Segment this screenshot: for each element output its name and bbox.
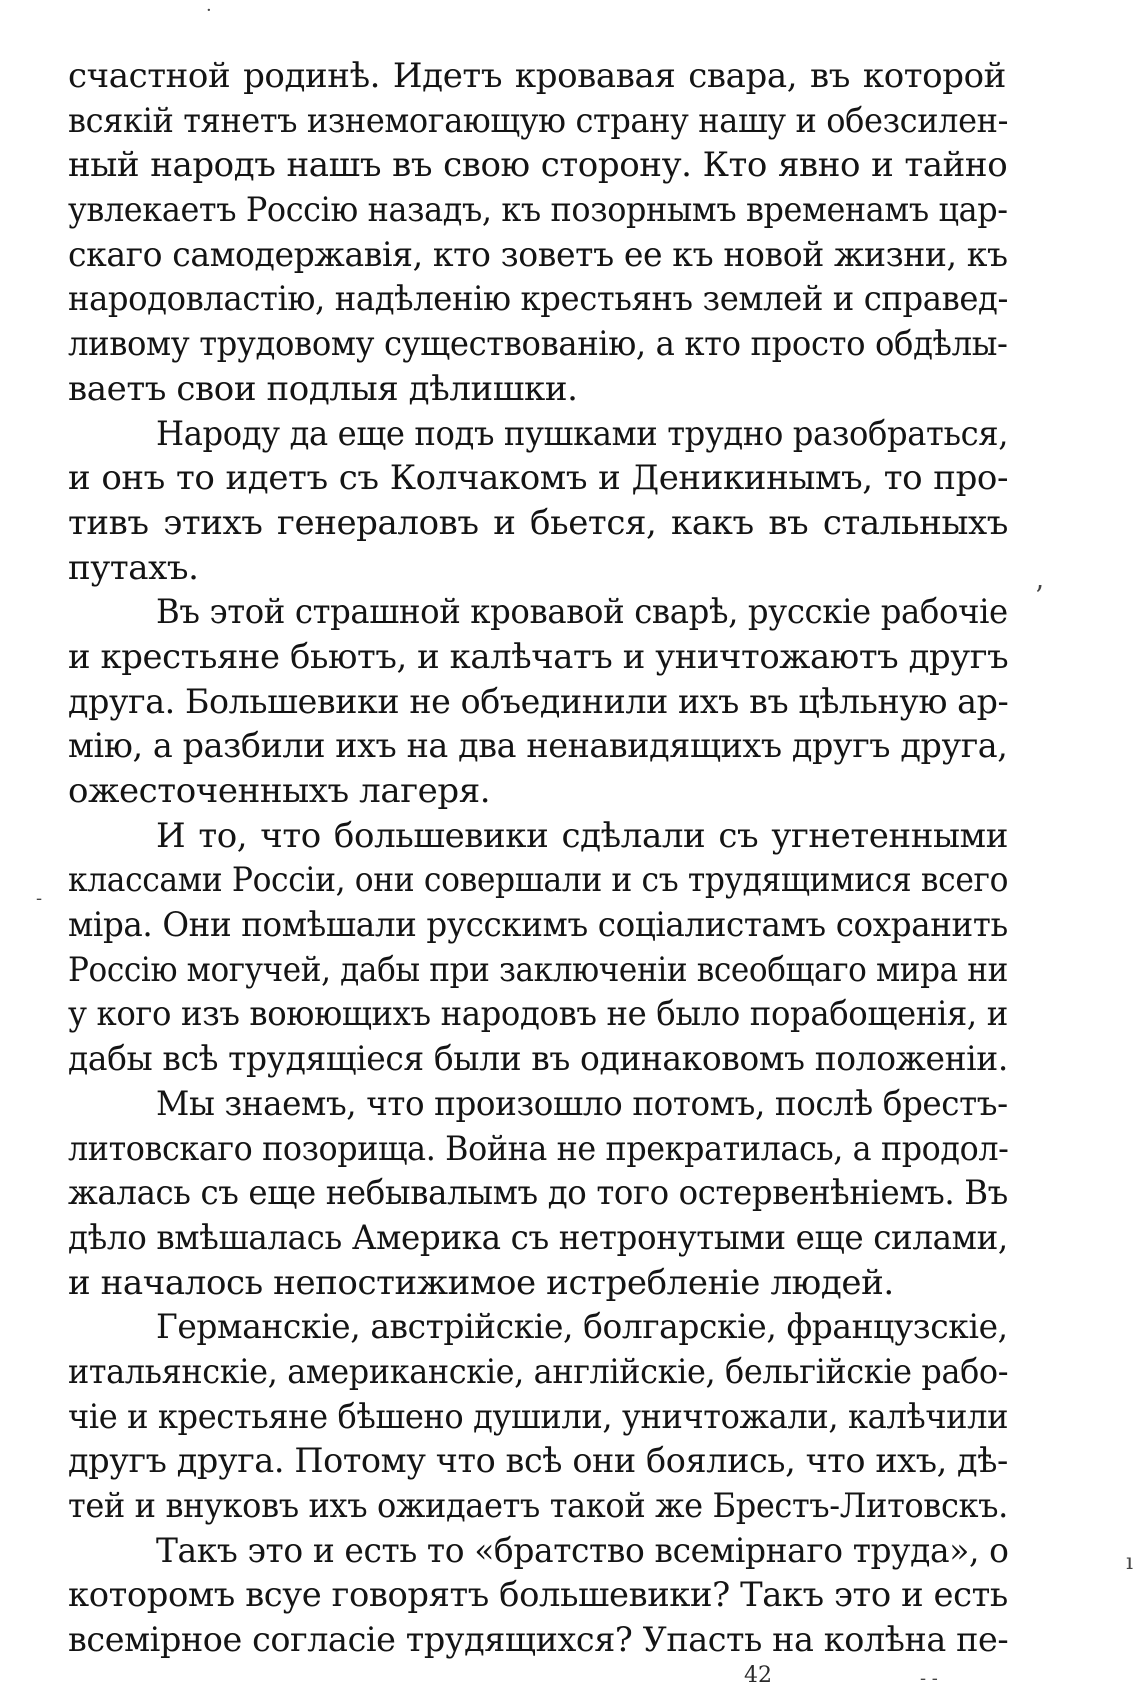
- text-line: ливому трудовому существованію, а кто просто обдѣлы-: [68, 324, 1008, 365]
- print-speck: - -: [920, 1668, 938, 1689]
- text-line: мію, а разбили ихъ на два ненавидящихъ другъ друга,: [68, 726, 1008, 767]
- text-line: другъ друга. Потому что всѣ они боялись, что ихъ, дѣ-: [68, 1441, 1008, 1482]
- paragraph-first-line: Германскіе, австрійскіе, болгарскіе, французскіе,: [156, 1307, 1008, 1348]
- text-line: ожесточенныхъ лагеря.: [68, 771, 491, 811]
- text-line: Россію могучей, дабы при заключеніи всеобщаго мира ни: [68, 949, 1008, 990]
- text-line: итальянскіе, американскіе, англійскіе, бельгійскіе рабо-: [68, 1351, 1009, 1392]
- text-line: всемірное согласіе трудящихся? Упасть на колѣна пе-: [68, 1620, 1009, 1661]
- text-line: скаго самодержавія, кто зоветъ ее къ новой жизни, къ: [68, 234, 1008, 275]
- text-line: и крестьяне бьютъ, и калѣчатъ и уничтожаютъ другъ: [68, 636, 1009, 677]
- paragraph-first-line: Такъ это и есть то «братство всемірнаго труда», о: [156, 1530, 1009, 1571]
- text-line: классами Россіи, они совершали и съ трудящимися всего: [68, 860, 1009, 901]
- paragraph-first-line: И то, что большевики сдѣлали съ угнетенными: [156, 815, 1008, 856]
- text-line: дѣло вмѣшалась Америка съ нетронутыми еще силами,: [68, 1217, 1008, 1258]
- text-line: счастной родинѣ. Идетъ кровавая свара, въ которой: [68, 56, 1006, 96]
- text-line: жалась съ еще небывалымъ до того остервенѣніемъ. Въ: [68, 1173, 1008, 1214]
- print-speck: -: [36, 888, 43, 909]
- text-line: друга. Большевики не объединили ихъ въ цѣльную ар-: [68, 681, 1009, 722]
- text-line: тей и внуковъ ихъ ожидаетъ такой же Брестъ-Литовскъ.: [68, 1486, 1008, 1526]
- text-line: всякій тянетъ изнемогающую страну нашу и обезсилен-: [68, 100, 1009, 141]
- text-line: и онъ то идетъ съ Колчакомъ и Деникинымъ, то про-: [68, 458, 1009, 499]
- text-line: дабы всѣ трудящіеся были въ одинаковомъ положеніи.: [68, 1039, 1008, 1080]
- print-speck: ı: [1126, 1550, 1134, 1575]
- text-line: увлекаетъ Россію назадъ, къ позорнымъ временамъ цар-: [68, 190, 1008, 231]
- paragraph-first-line: Въ этой страшной кровавой сварѣ, русскіе рабочіе: [156, 592, 1008, 633]
- text-line: которомъ всуе говорятъ большевики? Такъ это и есть: [68, 1575, 1008, 1616]
- paragraph-first-line: Мы знаемъ, что произошло потомъ, послѣ брестъ-: [156, 1083, 1008, 1124]
- paragraph-first-line: Народу да еще подъ пушками трудно разобраться,: [156, 413, 1009, 454]
- text-line: міра. Они помѣшали русскимъ соціалистамъ сохранить: [68, 905, 1008, 946]
- body-text: [68, 54, 1008, 1663]
- text-line: и началось непостижимое истребленіе людей.: [68, 1262, 894, 1303]
- text-line: ваетъ свои подлыя дѣлишки.: [68, 368, 578, 409]
- text-line: литовскаго позорища. Война не прекратилась, а продол-: [68, 1128, 1009, 1169]
- text-line: тивъ этихъ генераловъ и бьется, какъ въ стальныхъ: [68, 502, 1008, 543]
- text-line: ный народъ нашъ въ свою сторону. Кто явно и тайно: [68, 145, 1008, 186]
- page-number: 42: [744, 1663, 772, 1688]
- text-line: народовластію, надѣленію крестьянъ землей и справед-: [68, 279, 1009, 320]
- text-line: путахъ.: [68, 547, 199, 588]
- print-speck: ʼ: [1034, 580, 1043, 613]
- print-speck: ·: [206, 0, 212, 21]
- text-line: чіе и крестьяне бѣшено душили, уничтожали, калѣчили: [68, 1396, 1009, 1437]
- text-line: у кого изъ воюющихъ народовъ не было порабощенія, и: [68, 994, 1008, 1035]
